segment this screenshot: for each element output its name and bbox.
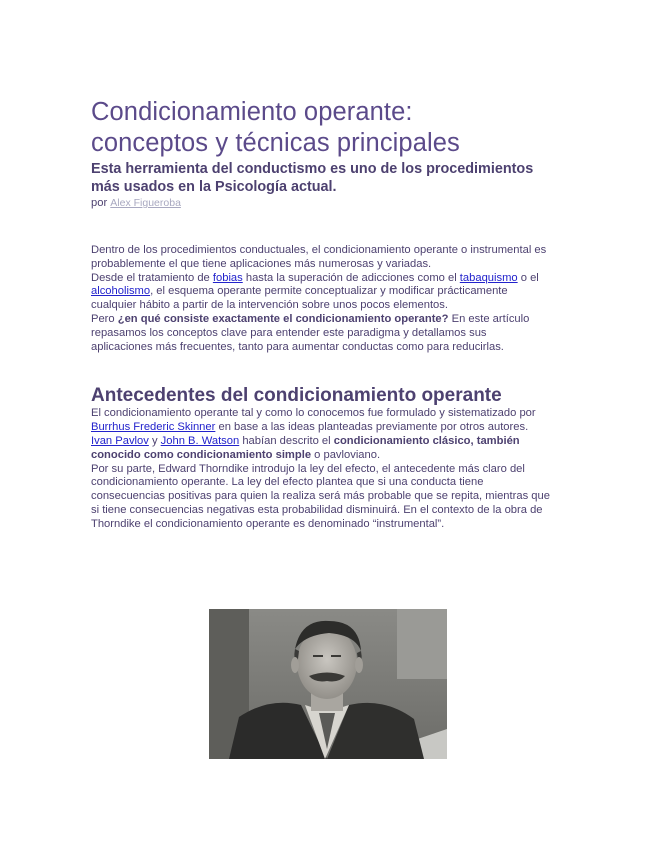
subtitle-line-1: Esta herramienta del conductismo es uno de los procedimientos	[91, 161, 534, 177]
intro-section	[91, 244, 551, 354]
intro-p2-text-a: Desde el tratamiento de	[91, 271, 213, 284]
thorndike-photo	[209, 609, 447, 759]
link-skinner[interactable]: Burrhus Frederic Skinner	[91, 421, 216, 434]
antecedentes-section	[91, 407, 551, 531]
intro-p2-text-c: o el	[517, 271, 539, 284]
intro-p3-text-b: En este artículo repasamos los conceptos clave para entender este paradigma y detallamos sus aplicaciones más frecuentes, tanto para aumentar conductas como para reducirlas.	[91, 312, 530, 353]
intro-paragraph-1: Dentro de los procedimientos conductuales, el condicionamiento operante o instrumental es probablemente el que tiene aplicaciones más numerosas y variadas.	[91, 244, 547, 270]
byline-prefix: por	[91, 197, 111, 209]
antecedentes-p2-text-c: o pavloviano.	[311, 448, 381, 461]
article-title	[91, 97, 551, 159]
section-heading-antecedentes: Antecedentes del condicionamiento operante	[91, 385, 502, 407]
antecedentes-p2-text-a: y	[148, 434, 161, 447]
link-fobias[interactable]: fobias	[212, 271, 243, 284]
article-subtitle	[91, 160, 551, 196]
byline	[91, 196, 551, 210]
antecedentes-paragraph-3: Por su parte, Edward Thorndike introdujo la ley del efecto, el antecedente más claro del condicionamiento operante. La ley del efecto plantea que si una conducta tiene consecuencias positivas para quien la realiza será más probable que se repita, mientras que si tiene consecuencias negativas esta probabilidad disminuirá. En el contexto de la obra de Thorndike el condicionamiento operante es denominado “instrumental”.	[91, 462, 550, 530]
link-watson[interactable]: John B. Watson	[160, 434, 240, 447]
title-line-2: conceptos y técnicas principales	[91, 129, 460, 157]
intro-p2-text-d: , el esquema operante permite conceptualizar y modificar prácticamente cualquier hábito a partir de la intervención sobre unos pocos elementos.	[91, 285, 508, 312]
intro-paragraph-2	[91, 272, 551, 313]
article	[91, 97, 551, 532]
intro-p3-question: ¿en qué consiste exactamente el condicionamiento operante?	[117, 312, 449, 325]
antecedentes-p2-bold: condicionamiento clásico, también conocido como condicionamiento simple	[91, 434, 520, 461]
antecedentes-p1-text-b: en base a las ideas planteadas previamente por otros autores.	[215, 421, 529, 434]
link-tabaquismo[interactable]: tabaquismo	[459, 271, 518, 284]
antecedentes-paragraph-2	[91, 435, 551, 463]
intro-paragraph-3	[91, 313, 551, 354]
link-alcoholismo[interactable]: alcoholismo	[91, 285, 151, 298]
portrait-image	[209, 609, 447, 759]
antecedentes-p1-text-a: El condicionamiento operante tal y como lo conocemos fue formulado y sistematizado por	[91, 407, 536, 420]
subtitle-line-2: más usados en la Psicología actual.	[91, 179, 337, 195]
author-link[interactable]: Alex Figueroba	[110, 197, 181, 209]
antecedentes-paragraph-1	[91, 407, 551, 435]
antecedentes-p2-text-b: habían descrito el	[239, 434, 334, 447]
intro-p3-text-a: Pero	[91, 312, 118, 325]
link-pavlov[interactable]: Ivan Pavlov	[91, 434, 149, 447]
title-line-1: Condicionamiento operante:	[91, 98, 413, 126]
intro-p2-text-b: hasta la superación de adicciones como el	[242, 271, 460, 284]
